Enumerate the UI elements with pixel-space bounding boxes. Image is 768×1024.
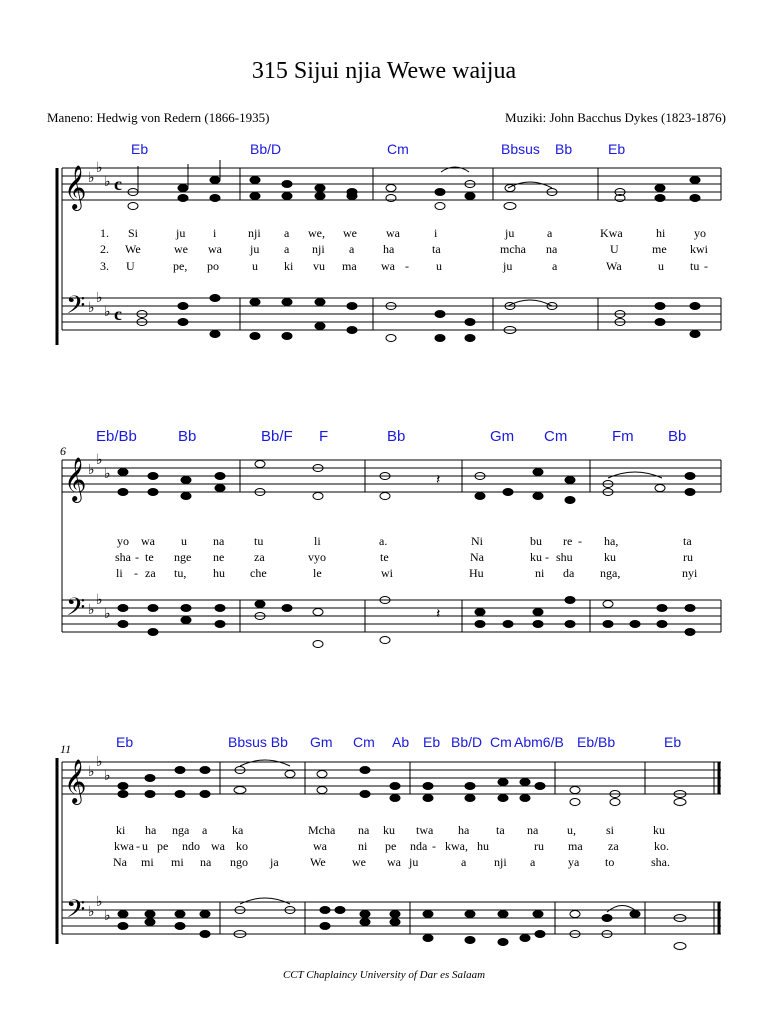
- chord-symbol: Bb/D: [451, 734, 483, 750]
- lyric-syllable: i: [213, 226, 217, 240]
- lyric-syllable: che: [250, 566, 267, 580]
- chord-symbol: Bb/F: [261, 428, 293, 445]
- lyric-syllable: da: [563, 566, 575, 580]
- lyric-syllable: wa: [141, 534, 155, 548]
- chord-symbol: Cm: [544, 428, 568, 445]
- lyric-syllable: ta: [432, 242, 441, 256]
- chord-symbol: Eb: [423, 734, 441, 750]
- lyric-syllable: ku: [604, 550, 616, 564]
- lyric-syllable: ru: [683, 550, 693, 564]
- svg-text:♭: ♭: [104, 769, 111, 784]
- lyric-syllable: Na: [113, 855, 127, 869]
- lyric-syllable: -: [432, 839, 436, 853]
- lyric-syllable: u,: [567, 823, 576, 837]
- lyric-syllable: ju: [505, 226, 515, 240]
- chord-symbol: Bb: [178, 428, 197, 445]
- lyric-syllable: ju: [409, 855, 419, 869]
- lyric-syllable: -: [405, 259, 409, 273]
- lyric-syllable: ku: [383, 823, 395, 837]
- svg-text:♭: ♭: [104, 305, 111, 320]
- lyric-syllable: ndo: [182, 839, 200, 853]
- lyric-syllable: me: [652, 242, 667, 256]
- lyric-syllable: -: [578, 534, 582, 548]
- lyric-syllable: nji: [248, 226, 261, 240]
- lyric-syllable: We: [310, 855, 326, 869]
- lyric-syllable: -: [545, 550, 549, 564]
- lyric-syllable: ku: [653, 823, 665, 837]
- lyric-syllable: li: [116, 566, 123, 580]
- chord-symbol: Eb/Bb: [96, 428, 137, 445]
- lyric-syllable: wa: [387, 855, 401, 869]
- lyric-syllable: za: [608, 839, 619, 853]
- lyric-syllable: U: [610, 242, 619, 256]
- svg-text:♭: ♭: [96, 291, 103, 306]
- lyric-syllable: ja: [270, 855, 279, 869]
- svg-text:♭: ♭: [96, 755, 103, 770]
- lyric-syllable: U: [126, 259, 135, 273]
- lyric-syllable: a.: [379, 534, 388, 548]
- svg-text:♭: ♭: [96, 895, 103, 910]
- chord-symbol: Eb: [131, 141, 149, 157]
- svg-text:𝄞: 𝄞: [64, 165, 87, 209]
- lyric-syllable: Ni: [471, 534, 483, 548]
- lyric-syllable: ru: [534, 839, 544, 853]
- chord-symbol: Bb/D: [250, 141, 282, 157]
- lyric-syllable: na: [213, 534, 225, 548]
- lyric-syllable: a: [284, 242, 290, 256]
- svg-text:♭: ♭: [88, 463, 95, 478]
- hymn-title: 315 Sijui njia Wewe waijua: [251, 58, 517, 84]
- lyric-syllable: ko: [236, 839, 248, 853]
- lyric-syllable: We: [125, 242, 141, 256]
- lyric-syllable: wa: [211, 839, 225, 853]
- svg-text:𝄢: 𝄢: [66, 895, 86, 930]
- lyric-syllable: a: [552, 259, 558, 273]
- lyric-syllable: ko.: [654, 839, 669, 853]
- lyric-syllable: ha: [383, 242, 395, 256]
- lyric-syllable: we,: [308, 226, 325, 240]
- lyric-syllable: kwi: [690, 242, 708, 256]
- lyric-syllable: nji: [494, 855, 507, 869]
- lyric-syllable: na: [527, 823, 539, 837]
- music-credit: Muziki: John Bacchus Dykes (1823-1876): [505, 110, 726, 125]
- chord-symbol: Abm6/B: [514, 734, 564, 750]
- lyric-syllable: we: [343, 226, 357, 240]
- lyric-syllable: ni: [535, 566, 545, 580]
- lyric-syllable: po: [207, 259, 219, 273]
- lyric-syllable: 3.: [100, 259, 109, 273]
- lyric-syllable: ki: [116, 823, 126, 837]
- lyric-syllable: i: [434, 226, 438, 240]
- svg-text:♭: ♭: [96, 161, 103, 176]
- lyric-syllable: ha: [145, 823, 157, 837]
- lyric-syllable: a: [547, 226, 553, 240]
- lyric-syllable: u: [436, 259, 442, 273]
- lyric-syllable: na: [546, 242, 558, 256]
- lyric-syllable: vyo: [308, 550, 326, 564]
- chord-symbol: Cm: [353, 734, 375, 750]
- svg-text:♭: ♭: [104, 175, 111, 190]
- lyric-syllable: re: [563, 534, 573, 548]
- lyric-syllable: ma: [342, 259, 357, 273]
- measure-number: 11: [60, 742, 72, 756]
- lyric-syllable: ne: [213, 550, 225, 564]
- lyric-syllable: u: [181, 534, 187, 548]
- svg-text:♭: ♭: [88, 765, 95, 780]
- lyric-syllable: we: [174, 242, 188, 256]
- svg-text:♭: ♭: [88, 301, 95, 316]
- svg-text:♭: ♭: [88, 905, 95, 920]
- chord-symbol: Eb: [664, 734, 682, 750]
- lyric-syllable: hu: [213, 566, 225, 580]
- lyric-syllable: hu: [477, 839, 489, 853]
- chord-symbol: Bb: [555, 141, 573, 157]
- lyric-syllable: ju: [250, 242, 260, 256]
- lyric-syllable: Hu: [469, 566, 484, 580]
- svg-text:♭: ♭: [104, 909, 111, 924]
- lyric-syllable: wi: [381, 566, 393, 580]
- lyric-syllable: Kwa: [600, 226, 623, 240]
- lyric-syllable: hi: [656, 226, 666, 240]
- lyric-syllable: shu: [556, 550, 573, 564]
- lyric-syllable: a: [349, 242, 355, 256]
- lyric-syllable: wa: [386, 226, 400, 240]
- svg-text:𝄢: 𝄢: [66, 593, 86, 628]
- svg-text:♭: ♭: [88, 171, 95, 186]
- lyric-syllable: ha: [458, 823, 470, 837]
- lyric-syllable: ku: [530, 550, 542, 564]
- chord-symbol: Gm: [310, 734, 333, 750]
- lyric-syllable: wa: [313, 839, 327, 853]
- lyric-syllable: nga: [172, 823, 190, 837]
- lyric-syllable: kwa,: [445, 839, 468, 853]
- measure-number: 6: [60, 444, 66, 458]
- lyric-syllable: sha.: [651, 855, 670, 869]
- lyric-syllable: ju: [176, 226, 186, 240]
- lyric-syllable: vu: [313, 259, 325, 273]
- lyric-syllable: 2.: [100, 242, 109, 256]
- lyric-syllable: mi: [171, 855, 184, 869]
- svg-text:♭: ♭: [96, 593, 103, 608]
- footer-credit: CCT Chaplaincy University of Dar es Salaam: [282, 969, 486, 981]
- chord-symbol: Cm: [490, 734, 512, 750]
- lyric-syllable: ma: [568, 839, 583, 853]
- lyric-syllable: pe: [157, 839, 169, 853]
- lyric-syllable: ngo: [230, 855, 248, 869]
- lyric-syllable: a: [284, 226, 290, 240]
- chord-symbol: Fm: [612, 428, 634, 445]
- lyric-syllable: pe,: [173, 259, 188, 273]
- lyric-syllable: -: [704, 259, 708, 273]
- lyric-syllable: li: [314, 534, 321, 548]
- svg-text:c: c: [114, 174, 122, 194]
- lyric-syllable: Wa: [606, 259, 622, 273]
- lyric-syllable: nge: [174, 550, 192, 564]
- lyric-syllable: ya: [568, 855, 580, 869]
- lyric-syllable: -: [135, 550, 139, 564]
- chord-symbol: Ab: [392, 734, 410, 750]
- lyric-syllable: 1.: [100, 226, 109, 240]
- lyric-syllable: kwa: [114, 839, 134, 853]
- chord-symbol: Eb: [116, 734, 134, 750]
- lyric-syllable: a: [530, 855, 536, 869]
- chord-symbol: Gm: [490, 428, 515, 445]
- lyric-syllable: a: [461, 855, 467, 869]
- lyric-syllable: bu: [530, 534, 542, 548]
- lyric-syllable: wa: [208, 242, 222, 256]
- lyric-syllable: mi: [141, 855, 154, 869]
- lyric-syllable: le: [313, 566, 322, 580]
- lyric-syllable: nda: [410, 839, 428, 853]
- lyric-syllable: za: [145, 566, 156, 580]
- lyric-syllable: te: [380, 550, 389, 564]
- lyric-syllable: wa: [381, 259, 395, 273]
- svg-text:𝄽: 𝄽: [436, 607, 441, 622]
- lyric-syllable: to: [605, 855, 615, 869]
- lyric-syllable: Si: [128, 226, 139, 240]
- lyric-syllable: mcha: [500, 242, 526, 256]
- lyric-syllable: a: [202, 823, 208, 837]
- svg-text:𝄢: 𝄢: [66, 291, 86, 326]
- svg-text:𝄽: 𝄽: [436, 473, 441, 488]
- lyric-syllable: si: [606, 823, 615, 837]
- chord-symbol: Eb: [608, 141, 626, 157]
- svg-text:♭: ♭: [88, 603, 95, 618]
- chord-symbol: F: [319, 428, 329, 445]
- lyric-syllable: yo: [694, 226, 706, 240]
- lyric-syllable: ju: [503, 259, 513, 273]
- lyric-syllable: te: [145, 550, 154, 564]
- chord-symbol: Bbsus: [501, 141, 540, 157]
- lyric-syllable: nji: [312, 242, 325, 256]
- lyric-syllable: -: [134, 566, 138, 580]
- lyric-syllable: na: [200, 855, 212, 869]
- lyric-syllable: u: [658, 259, 664, 273]
- lyric-syllable: na: [358, 823, 370, 837]
- lyric-syllable: ta: [496, 823, 505, 837]
- lyric-syllable: ta: [683, 534, 692, 548]
- lyric-syllable: tu: [254, 534, 264, 548]
- lyric-syllable: ha,: [604, 534, 619, 548]
- lyric-syllable: ni: [358, 839, 368, 853]
- chord-symbol: Bbsus Bb: [228, 734, 288, 750]
- lyric-syllable: nga,: [600, 566, 621, 580]
- svg-text:𝄞: 𝄞: [64, 457, 87, 501]
- svg-text:♭: ♭: [104, 467, 111, 482]
- lyric-syllable: u: [252, 259, 258, 273]
- lyric-syllable: ka: [232, 823, 244, 837]
- svg-text:𝄞: 𝄞: [64, 759, 87, 803]
- lyric-syllable: Na: [470, 550, 484, 564]
- lyric-syllable: -: [136, 839, 140, 853]
- words-credit: Maneno: Hedwig von Redern (1866-1935): [47, 110, 270, 125]
- chord-symbol: Bb: [668, 428, 687, 445]
- chord-symbol: Cm: [387, 141, 409, 157]
- lyric-syllable: tu,: [174, 566, 187, 580]
- svg-text:♭: ♭: [96, 453, 103, 468]
- lyric-syllable: u: [142, 839, 148, 853]
- lyric-syllable: nyi: [682, 566, 698, 580]
- lyric-syllable: za: [254, 550, 265, 564]
- lyric-syllable: we: [352, 855, 366, 869]
- lyric-syllable: ki: [284, 259, 294, 273]
- chord-symbol: Eb/Bb: [577, 734, 616, 750]
- lyric-syllable: yo: [117, 534, 129, 548]
- lyric-syllable: Mcha: [308, 823, 336, 837]
- lyric-syllable: sha: [115, 550, 131, 564]
- lyric-syllable: twa: [416, 823, 434, 837]
- lyric-syllable: pe: [385, 839, 397, 853]
- chord-symbol: Bb: [387, 428, 406, 445]
- lyric-syllable: tu: [690, 259, 700, 273]
- svg-text:c: c: [114, 304, 122, 324]
- svg-text:♭: ♭: [104, 607, 111, 622]
